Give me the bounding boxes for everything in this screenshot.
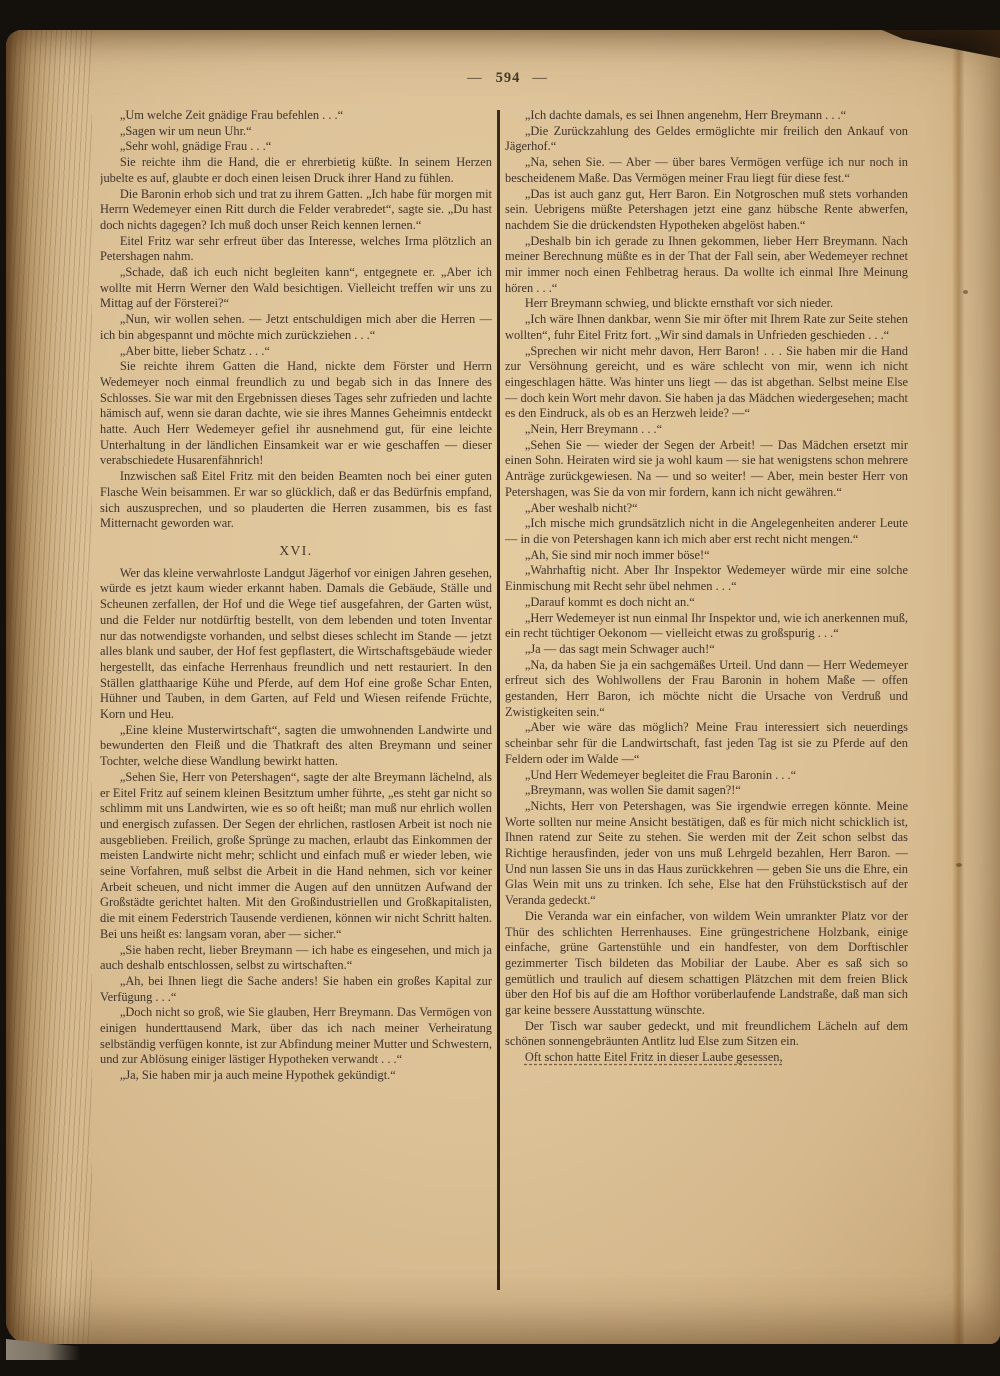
- text-paragraph: „Darauf kommt es doch nicht an.“: [524, 594, 695, 609]
- text-paragraph: „Sehr wohl, gnädige Frau . . .“: [119, 139, 272, 154]
- text-paragraph: Die Veranda war ein einfacher, von wildem Wein umrankter Platz vor der Thür des schlichten Herrenhauses. Eine grüngestrichene Holzbank, einige einfache, grüne Gartenstühle und ein handfester, von dem Dorftischler gezimmerter Tisch bildeten das Mobiliar der Laube. Aber es saß sich so gemütlich und traulich auf diesem schattigen Plätzchen mit dem freien Blick über den Hof bis auf die am Hofthor vorüberlaufende Landstraße, daß man sich gar keine bessere Ausstattung wünschte.: [505, 908, 908, 1018]
- stain-speck: [963, 290, 968, 294]
- column-divider-rule: [497, 110, 500, 1290]
- text-paragraph: „Breymann, was wollen Sie damit sagen?!“: [524, 783, 741, 798]
- text-paragraph: „Sagen wir um neun Uhr.“: [119, 123, 252, 138]
- text-paragraph: Sie reichte ihm die Hand, die er ehrerbietig küßte. In seinem Herzen jubelte es auf, glaubte er doch einen leisen Druck ihrer Hand zu fühlen.: [100, 155, 492, 185]
- text-paragraph: „Aber wie wäre das möglich? Meine Frau interessiert sich neuerdings scheinbar sehr für die Landwirtschaft, fast jeden Tag ist sie zu Pferde auf den Feldern oder im Walde —“: [505, 720, 908, 766]
- text-paragraph: „Ah, Sie sind mir noch immer böse!“: [524, 547, 710, 562]
- page-margin-strip: [964, 30, 1000, 1344]
- text-paragraph: „Das ist auch ganz gut, Herr Baron. Ein Notgroschen muß stets vorhanden sein. Uebrigens müßte Petershagen jetzt eine ganz hübsche Rente abwerfen, nachdem Sie die drückendsten Hypotheken abgelöst haben.“: [505, 186, 908, 232]
- text-paragraph: Wer das kleine verwahrloste Landgut Jägerhof vor einigen Jahren gesehen, würde es jetzt kaum wieder erkannt haben. Damals die Gebäude, Ställe und Scheunen zerfallen, der Hof und die Wege tief ausgefahren, der Garten wüst, und die Felder nur notdürftig bestellt, von dem lebenden und toten Inventar nur das notwendigste vorhanden, und selbst dieses schlecht im Stande — jetzt alles blank und sauber, der Hof fest gepflastert, die Wirtschaftsgebäude wieder hergestellt, das einfache Herrenhaus freundlich und nett restauriert. In den Ställen glatthaarige Kühe und Pferde, auf dem Hof eine große Schar Enten, Hühner und Tauben, in dem Garten, auf Feld und Wiesen reifende Früchte, Korn und Heu.: [100, 565, 492, 722]
- page-edge-stack: [6, 30, 92, 1344]
- text-paragraph: „Und Herr Wedemeyer begleitet die Frau Baronin . . .“: [524, 767, 797, 782]
- header-dash-right: —: [532, 70, 549, 86]
- text-paragraph: „Herr Wedemeyer ist nun einmal Ihr Inspektor und, wie ich anerkennen muß, ein recht tüchtiger Oekonom — vielleicht etwas zu großspurig . . .“: [505, 610, 908, 641]
- page-content: [100, 70, 916, 1296]
- text-paragraph: Oft schon hatte Eitel Fritz in dieser Laube gesessen,: [524, 1050, 783, 1065]
- header-dash-left: —: [467, 70, 484, 86]
- text-paragraph: „Ja, Sie haben mir ja auch meine Hypothek gekündigt.“: [119, 1068, 396, 1083]
- text-paragraph: „Sehen Sie, Herr von Petershagen“, sagte der alte Breymann lächelnd, als er Eitel Fritz auf seinem kleinen Besitztum umher führte, „es steht gar nicht so schlimm mit uns Landwirten, wie es so oft heißt; man muß nur ehrlich wollen und energisch zufassen. Der Segen der ehrlichen, rastlosen Arbeit ist noch nie ausgeblieben. Freilich, große Sprünge zu machen, erlaubt das Einkommen der meisten Landwirte nicht mehr; schlicht und einfach muß er wieder leben, wie seine Vorfahren, muß selbst die Arbeit in die Hand nehmen, sich vor keiner Arbeit scheuen, und nicht immer die Augen auf den unnützen Aufwand der Großstädte gerichtet halten. Mit den Großindustriellen und Großkapitalisten, die mit einem Federstrich Tausende verdienen, können wir nicht Schritt halten. Bei uns heißt es: langsam voran, aber — sicher.“: [100, 769, 492, 941]
- page-crease: [952, 30, 964, 1344]
- text-paragraph: Die Baronin erhob sich und trat zu ihrem Gatten. „Ich habe für morgen mit Herrn Wedemeyer einen Ritt durch die Felder verabredet“, sagte sie. „Du hast doch nichts dagegen? Ich muß doch unser Reich kennen lernen.“: [100, 186, 492, 232]
- text-paragraph: Eitel Fritz war sehr erfreut über das Interesse, welches Irma plötzlich an Petershagen nahm.: [100, 233, 492, 264]
- right-column-text: [505, 108, 908, 1066]
- text-paragraph: „Sehen Sie — wieder der Segen der Arbeit! — Das Mädchen ersetzt mir einen Sohn. Heiraten wird sie ja wohl kaum — sie hat wenigstens schon mehrere Anträge zurückgewiesen. Na — und so weiter! — Aber, mein bester Herr von Petershagen, was Sie da von mir fordern, kann ich nicht gewähren.“: [505, 437, 908, 499]
- page-header: [100, 70, 916, 92]
- text-paragraph: „Um welche Zeit gnädige Frau befehlen . . .“: [119, 108, 344, 122]
- left-column-part1: [100, 108, 492, 532]
- text-paragraph: „Schade, daß ich euch nicht begleiten kann“, entgegnete er. „Aber ich wollte mit Herrn Werner den Wald besichtigen. Vielleicht treffen wir uns zu Mittag auf der Försterei?“: [100, 265, 492, 311]
- text-paragraph: „Aber weshalb nicht?“: [524, 500, 638, 515]
- text-paragraph: „Na, sehen Sie. — Aber — über bares Vermögen verfüge ich nur noch in bescheidenem Maße. Das Vermögen meiner Frau liegt für diese fest.“: [505, 155, 908, 185]
- left-column: [100, 108, 492, 1296]
- text-paragraph: Der Tisch war sauber gedeckt, und mit freundlichem Lächeln auf dem schönen sonnengebräunten Antlitz lud Else zum Sitzen ein.: [505, 1018, 908, 1049]
- two-column-text: [100, 108, 916, 1296]
- book-page: [6, 30, 1000, 1344]
- text-paragraph: „Nein, Herr Breymann . . .“: [524, 422, 663, 437]
- text-paragraph: „Deshalb bin ich gerade zu Ihnen gekommen, lieber Herr Breymann. Nach meiner Berechnung müßte es in der That der Fall sein, aber Wedemeyer rechnet mir immer noch einen Fehlbetrag heraus. Da wollte ich einmal Ihre Meinung hören . . .“: [505, 233, 908, 295]
- text-paragraph: „Ich dachte damals, es sei Ihnen angenehm, Herr Breymann . . .“: [524, 108, 847, 122]
- page-number: 594: [495, 70, 521, 86]
- text-paragraph: „Sie haben recht, lieber Breymann — ich habe es eingesehen, und mich ja auch deshalb entschlossen, selbst zu wirtschaften.“: [100, 942, 492, 973]
- chapter-heading: XVI.: [279, 542, 313, 558]
- text-paragraph: „Ich mische mich grundsätzlich nicht in die Angelegenheiten anderer Leute — in die von Petershagen kann ich mich aber erst recht nicht mengen.“: [505, 516, 908, 546]
- text-paragraph: „Die Zurückzahlung des Geldes ermöglichte mir freilich den Ankauf von Jägerhof.“: [505, 123, 908, 154]
- text-paragraph: „Na, da haben Sie ja ein sachgemäßes Urteil. Und dann — Herr Wedemeyer erfreut sich des Wohlwollens der Frau Baronin in hohem Maße — offen gestanden, Herr Baron, ich möchte nicht die Ursache von Verdruß und Zwistigkeiten sein.“: [505, 657, 908, 719]
- text-paragraph: „Ich wäre Ihnen dankbar, wenn Sie mir öfter mit Ihrem Rate zur Seite stehen wollten“, fuhr Eitel Fritz fort. „Wir sind damals in Unfrieden geschieden . . .“: [505, 312, 908, 342]
- text-paragraph: „Nun, wir wollen sehen. — Jetzt entschuldigen mich aber die Herren — ich bin abgespannt und möchte mich zurückziehen . . .“: [100, 312, 492, 342]
- stain-speck: [956, 863, 962, 867]
- text-paragraph: „Ja — das sagt mein Schwager auch!“: [524, 641, 715, 656]
- text-paragraph: Inzwischen saß Eitel Fritz mit den beiden Beamten noch bei einer guten Flasche Wein beisammen. Er war so glücklich, daß er das Bedürfnis empfand, sich auszusprechen, und so plauderten die Herren zusammen, bis es fast Mitternacht geworden war.: [100, 469, 492, 531]
- corner-shadow-wedge: [882, 30, 1000, 58]
- left-column-part2: [100, 566, 492, 1084]
- right-column: [505, 108, 908, 1296]
- text-paragraph: „Eine kleine Musterwirtschaft“, sagten die umwohnenden Landwirte und bewunderten den Fleiß und die Thatkraft des alten Breymann und seiner Tochter, welche diese Wandlung bewirkt hatten.: [100, 722, 492, 769]
- text-paragraph: „Aber bitte, lieber Schatz . . .“: [119, 343, 270, 358]
- text-paragraph: Herr Breymann schwieg, und blickte ernsthaft vor sich nieder.: [524, 296, 834, 311]
- text-paragraph: Sie reichte ihrem Gatten die Hand, nickte dem Förster und Herrn Wedemeyer noch einmal freundlich zu und begab sich in das Innere des Schlosses. Sie war mit den Ergebnissen dieses Tages sehr zufrieden und lachte hämisch auf, wenn sie daran dachte, wie sie ihres Mannes Geheimnis entdeckt hatte. Auch Herr Wedemeyer gefiel ihr ausnehmend gut, für eine leichte Unterhaltung in der ländlichen Einsamkeit war er wie geschaffen — dieser verabschiedete Husarenfähnrich!: [100, 359, 492, 468]
- text-paragraph: „Wahrhaftig nicht. Aber Ihr Inspektor Wedemeyer würde mir eine solche Einmischung mit Recht sehr übel nehmen . . .“: [505, 563, 908, 594]
- text-paragraph: „Nichts, Herr von Petershagen, was Sie irgendwie erregen könnte. Meine Worte sollten nur meine Ansicht bestätigen, daß es für mich nicht schicklich ist, Ihnen ratend zur Seite zu stehen. Sie werden mit der Zeit schon selbst das Richtige herausfinden, jeder von uns muß Lehrgeld bezahlen, Herr Baron. — Und nun lassen Sie uns in das Haus zurückkehren — geben Sie uns die Ehre, ein Glas Wein mit uns zu trinken. Ich sehe, Else hat den Frühstückstisch auf der Veranda gedeckt.“: [505, 798, 908, 908]
- text-paragraph: „Sprechen wir nicht mehr davon, Herr Baron! . . . Sie haben mir die Hand zur Versöhnung gereicht, und es wäre schlecht von mir, wenn ich nicht eingeschlagen hätte. Was hinter uns liegt — das ist abgethan. Selbst meine Else — doch kein Wort mehr davon. Sie haben ja das Mädchen wiedergesehen; macht es den Eindruck, als ob es an Herzweh leide? —“: [505, 343, 908, 421]
- text-paragraph: „Ah, bei Ihnen liegt die Sache anders! Sie haben ein großes Kapital zur Verfügung . . .“: [100, 973, 492, 1004]
- text-paragraph: „Doch nicht so groß, wie Sie glauben, Herr Breymann. Das Vermögen von einigen hunderttausend Mark, über das ich nach meiner Verheiratung selbständig verfügen konnte, ist zur Abfindung meiner Mutter und Schwestern, und zur Ablösung einiger lästiger Hypotheken verwandt . . .“: [100, 1005, 492, 1067]
